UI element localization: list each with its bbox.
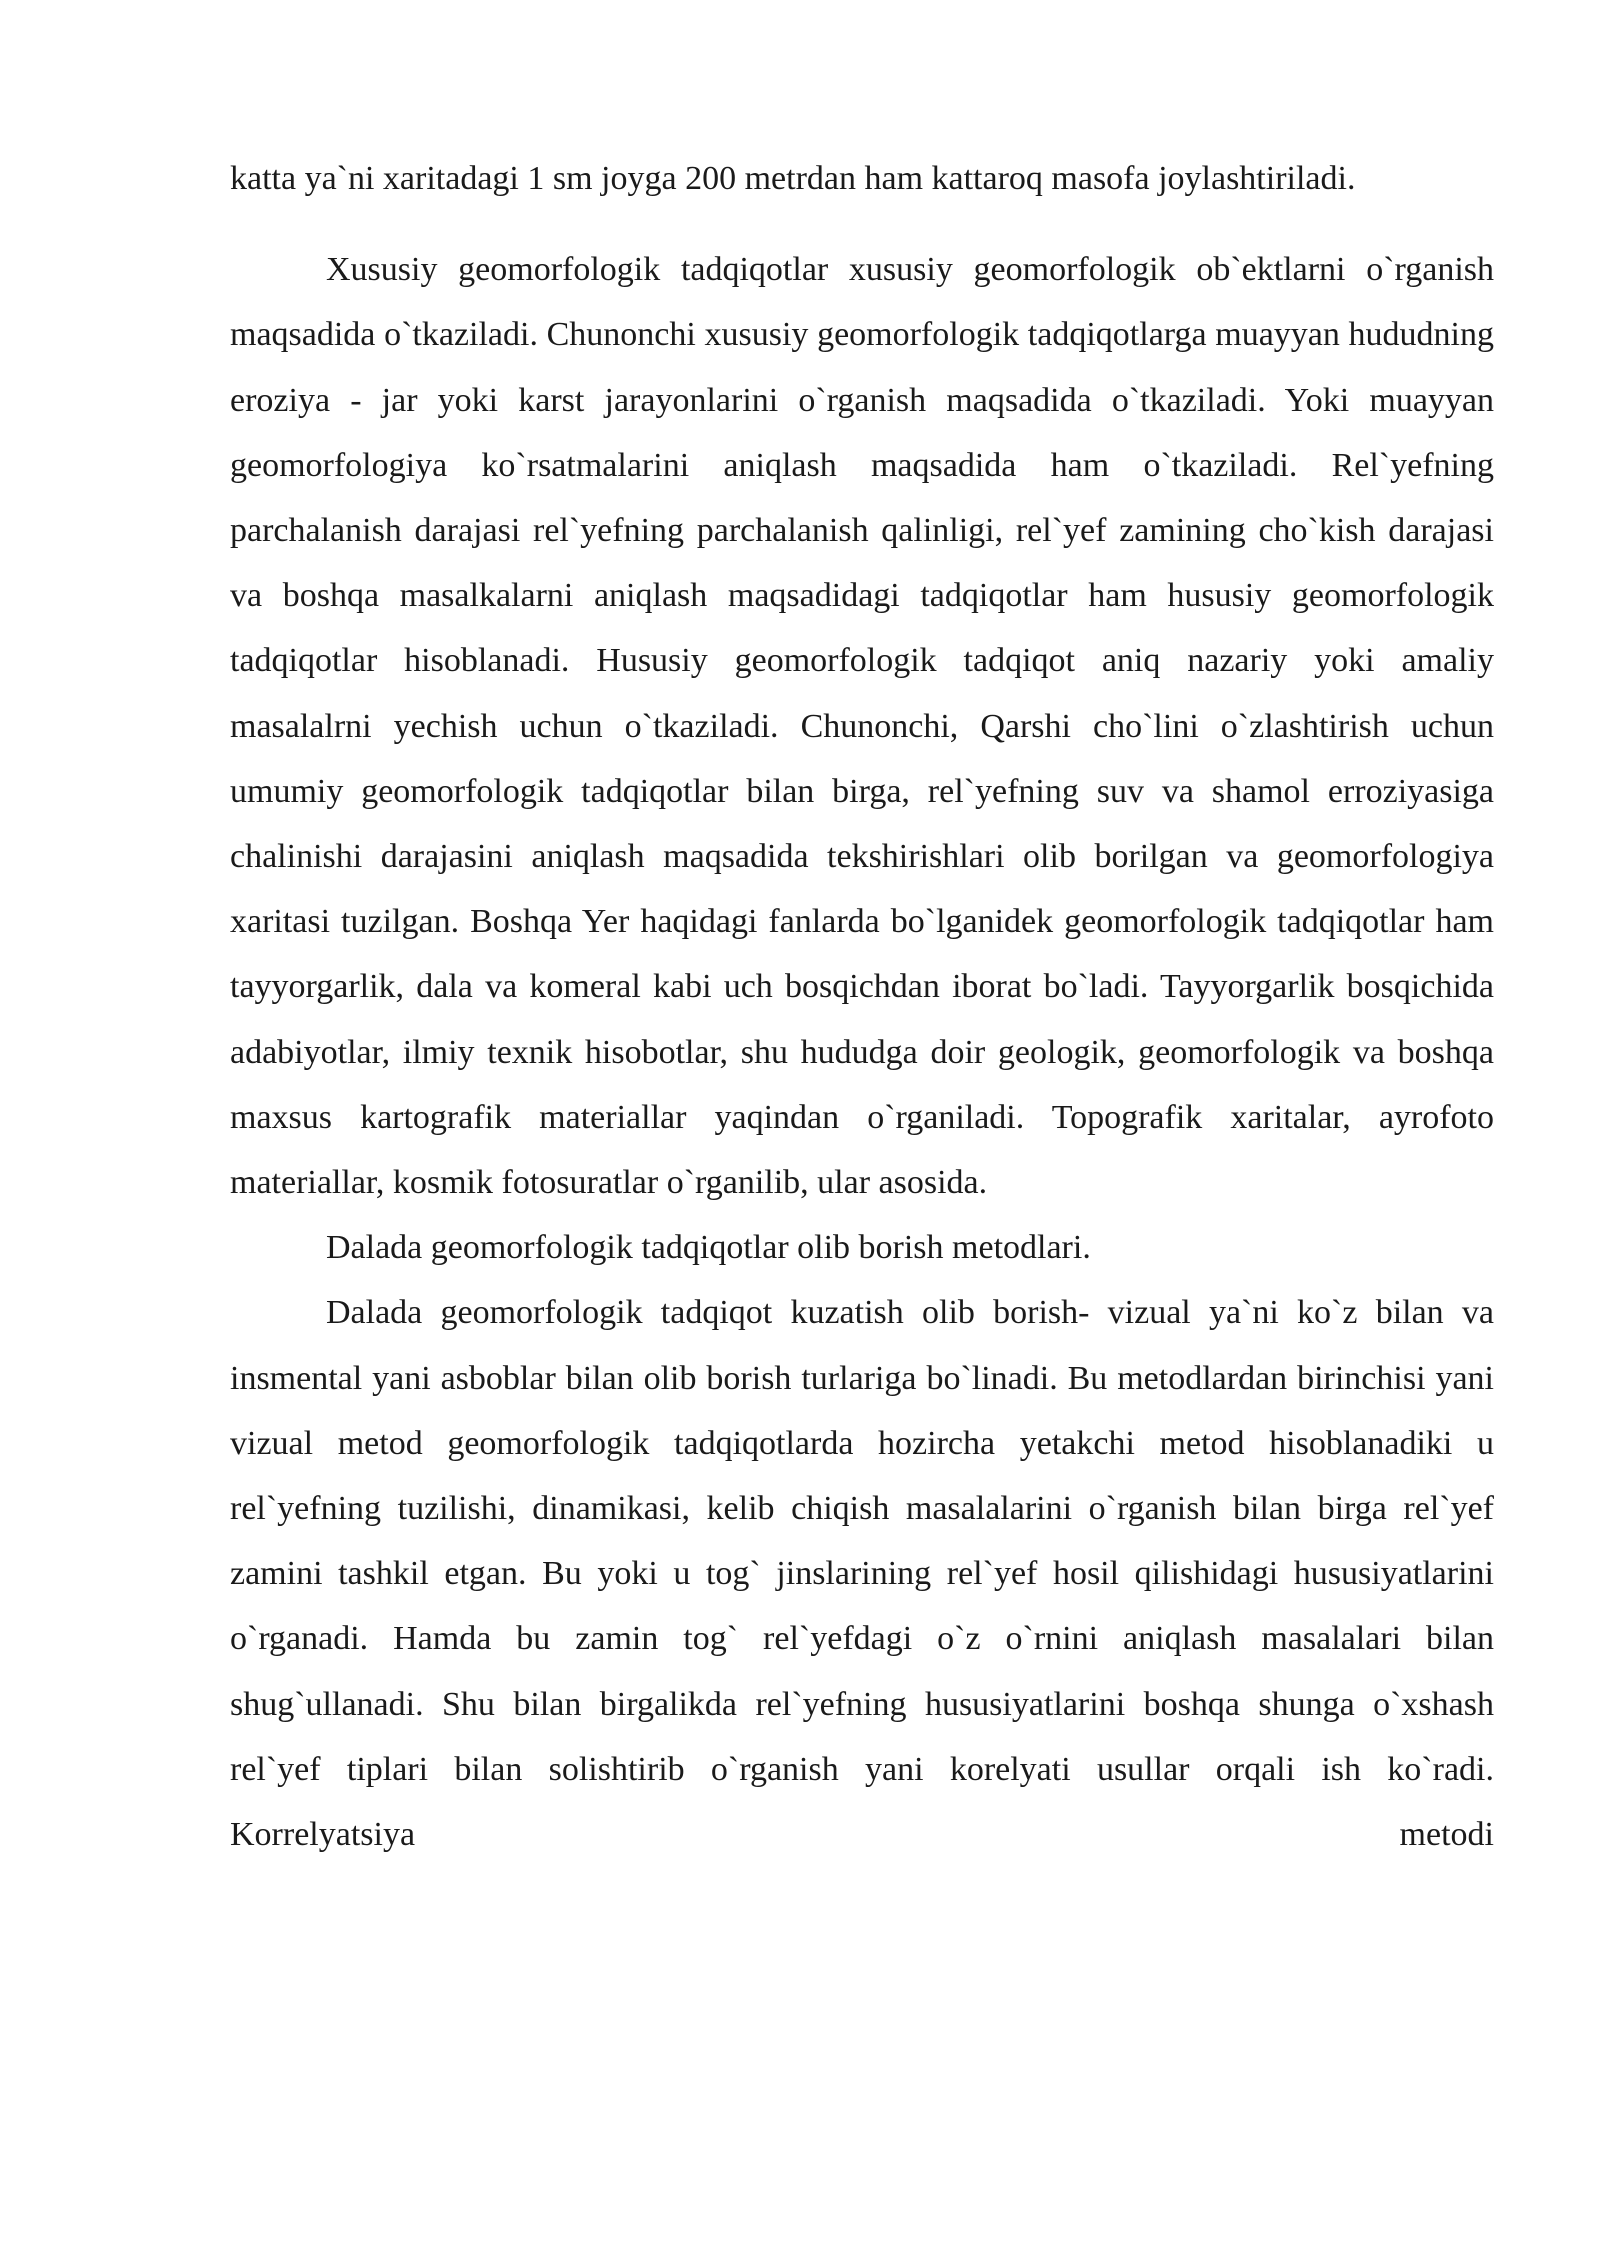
document-body (230, 146, 1494, 1867)
paragraph-continuation: katta ya`ni xaritadagi 1 sm joyga 200 metrdan ham kattaroq masofa joylashtiriladi. (230, 160, 1356, 197)
section-heading-dala-metodlari: Dalada geomorfologik tadqiqotlar olib borish metodlari. (326, 1229, 1091, 1267)
paragraph-dala-tadqiqot: Dalada geomorfologik tadqiqot kuzatish olib borish- vizual ya`ni ko`z bilan va insmental yani asboblar bilan olib borish turlariga bo`linadi. Bu metodlardan birinchisi yani vizual metod geomorfologik tadqiqotlarda hozircha yetakchi metod hisoblanadiki u rel`yefning tuzilishi, dinamikasi, kelib chiqish masalalarini o`rganish bilan birga rel`yef zamini tashkil etgan. Bu yoki u tog` jinslarining rel`yef hosil qilishidagi hususiyatlarini o`rganadi. Hamda bu zamin tog` rel`yefdagi o`z o`rnini aniqlash masalalari bilan shug`ullanadi. Shu bilan birgalikda rel`yefning hususiyatlarini boshqa shunga o`xshash rel`yef tiplari bilan solishtirib o`rganish yani korelyati usullar orqali ish ko`radi. Korrelyatsiya metodi (230, 1294, 1494, 1854)
paragraph-xususiy-tadqiqotlar: Xususiy geomorfologik tadqiqotlar xususiy geomorfologik ob`ektlarni o`rganish maqsadida o`tkaziladi. Chunonchi xususiy geomorfologik tadqiqotlarga muayyan hududning eroziya - jar yoki karst jarayonlarini o`rganish maqsadida o`tkaziladi. Yoki muayyan geomorfologiya ko`rsatmalarini aniqlash maqsadida ham o`tkaziladi. Rel`yefning parchalanish darajasi rel`yefning parchalanish qalinligi, rel`yef zamining cho`kish darajasi va boshqa masalkalarni aniqlash maqsadidagi tadqiqotlar ham hususiy geomorfologik tadqiqotlar hisoblanadi. Hususiy geomorfologik tadqiqot aniq nazariy yoki amaliy masalalrni yechish uchun o`tkaziladi. Chunonchi, Qarshi cho`lini o`zlashtirish uchun umumiy geomorfologik tadqiqotlar bilan birga, rel`yefning suv va shamol erroziyasiga chalinishi darajasini aniqlash maqsadida tekshirishlari olib borilgan va geomorfologiya xaritasi tuzilgan. Boshqa Yer haqidagi fanlarda bo`lganidek geomorfologik tadqiqotlar ham tayyorgarlik, dala va komeral kabi uch bosqichdan iborat bo`ladi. Tayyorgarlik bosqichida adabiyotlar, ilmiy texnik hisobotlar, shu hududga doir geologik, geomorfologik va boshqa maxsus kartografik materiallar yaqindan o`rganiladi. Topografik xaritalar, ayrofoto materiallar, kosmik fotosuratlar o`rganilib, ular asosida. (230, 251, 1494, 1202)
